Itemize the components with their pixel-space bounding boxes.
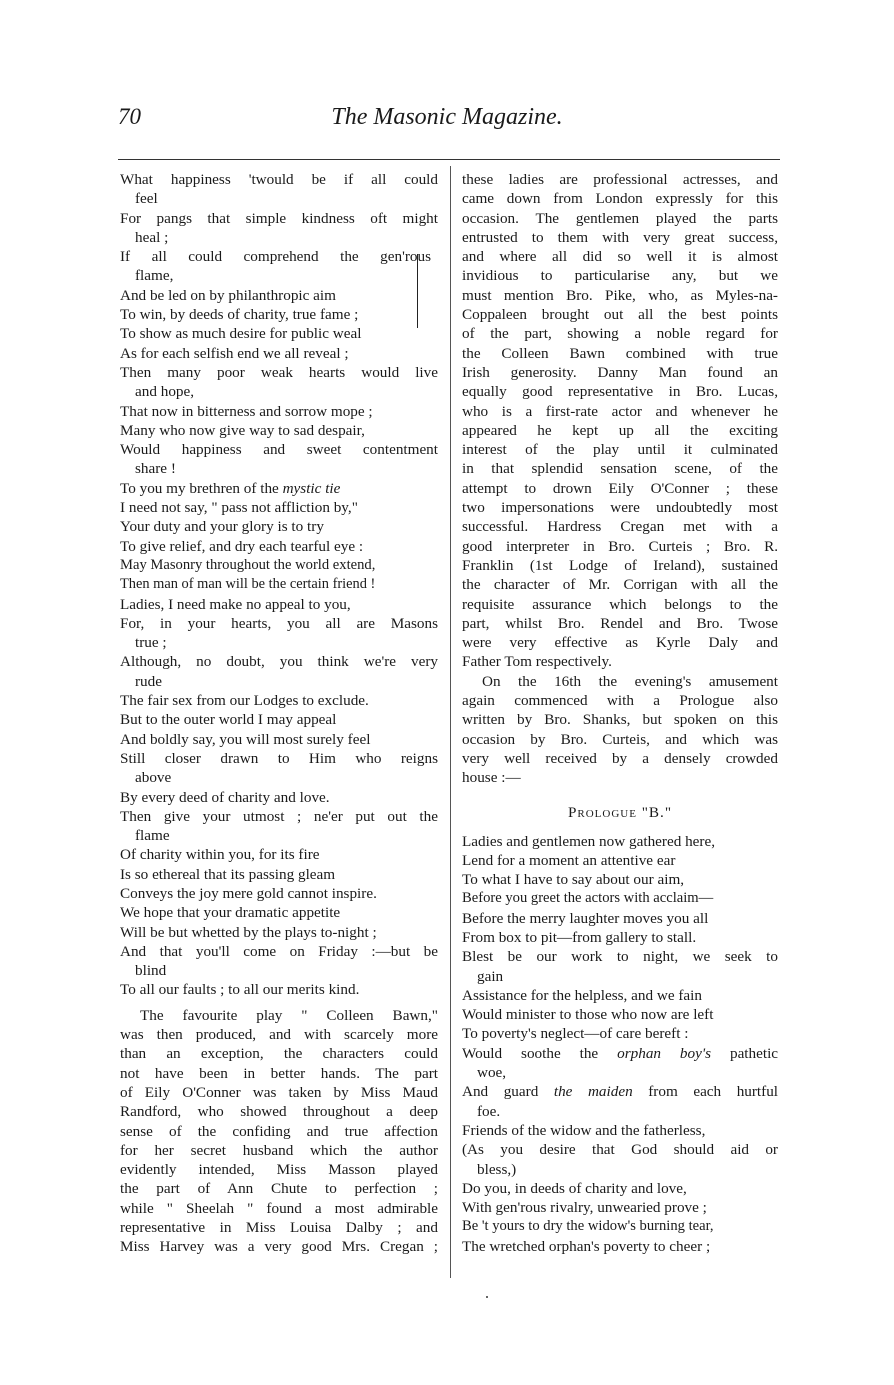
running-title: The Masonic Magazine. [331, 104, 563, 130]
verse-line: And that you'll come on Friday :—but be [120, 942, 438, 960]
prose-line: the part of Ann Chute to perfection ; [120, 1180, 438, 1198]
verse-line [120, 479, 438, 498]
prose-line: invidious to particularise any, but we [462, 267, 778, 285]
page-header [0, 96, 894, 136]
prose-line: entrusted to them with very great success, [462, 228, 778, 246]
prose-line: Randford, who showed throughout a deep [120, 1103, 438, 1121]
verse-line: We hope that your dramatic appetite [120, 904, 341, 922]
prose-line: were very effective as Kyrle Daly and [462, 634, 778, 652]
verse-line: The fair sex from our Lodges to exclude. [120, 692, 369, 710]
verse-line: Would happiness and sweet contentment [120, 441, 438, 459]
prose-line: Coppaleen brought out all the best points [462, 306, 778, 324]
prose-line: two impersonations were undoubtedly most [462, 499, 778, 517]
verse-line: What happiness 'twould be if all could [120, 171, 438, 188]
prose-line: again commenced with a Prologue also [462, 692, 778, 710]
emphasis-text: mystic tie [282, 479, 341, 497]
verse-line: Although, no doubt, you think we're very [120, 653, 438, 671]
prose-line: of the part, showing a noble regard for [462, 325, 778, 343]
verse-line: above [135, 769, 172, 787]
verse-line: For, in your hearts, you all are Masons [120, 614, 438, 632]
verse-line: Ladies and gentlemen now gathered here, [462, 832, 716, 850]
verse-line: Ladies, I need make no appeal to you, [120, 595, 351, 613]
verse-line: rude [135, 672, 162, 690]
verse-line: Of charity within you, for its fire [120, 846, 320, 864]
prose-line: house :— [462, 769, 521, 787]
verse-line: gain [477, 967, 504, 985]
verse-line: Would minister to those who now are left [462, 1006, 714, 1024]
verse-line: feel [135, 190, 158, 208]
prose-line: evidently intended, Miss Masson played [120, 1161, 438, 1179]
verse-line: Will be but whetted by the plays to-night ; [120, 923, 377, 941]
prose-line: written by Bro. Shanks, but spoken on this [462, 711, 778, 729]
print-speck [486, 1296, 488, 1298]
prose-line: attempt to drown Eily O'Conner ; these [462, 479, 778, 497]
prose-line: for her secret husband which the author [120, 1141, 438, 1159]
verse-line: Before you greet the actors with acclaim— [462, 890, 714, 907]
verse-line: woe, [477, 1064, 507, 1082]
verse-line: bless,) [477, 1160, 517, 1178]
verse-line: flame, [135, 267, 174, 285]
prose-line: was then produced, and with scarcely more [120, 1026, 438, 1044]
prose-line: Irish generosity. Danny Man found an [462, 363, 778, 381]
verse-line: And boldly say, you will most surely feel [120, 730, 371, 748]
verse-line: Then man of man will be the certain friend ! [120, 576, 376, 593]
header-rule [118, 159, 780, 160]
verse-text: To you my brethren of the [120, 479, 279, 497]
verse-line: Conveys the joy mere gold cannot inspire. [120, 884, 377, 902]
left-column [120, 170, 438, 1257]
prose-line: occasion by Bro. Curteis, and which was [462, 730, 778, 748]
verse-text: And guard [462, 1083, 539, 1101]
verse-line: By every deed of charity and love. [120, 788, 330, 806]
verse-line: From box to pit—from gallery to stall. [462, 928, 697, 946]
prose-line: The favourite play " Colleen Bawn," [140, 1006, 438, 1024]
emphasis-text: the maiden [553, 1083, 633, 1101]
prose-line: representative in Miss Louisa Dalby ; and [120, 1219, 438, 1237]
prose-line: than an exception, the characters could [120, 1045, 438, 1063]
prose-line: On the 16th the evening's amusement [482, 672, 778, 690]
verse-line: The wretched orphan's poverty to cheer ; [462, 1237, 711, 1255]
verse-line: Then many poor weak hearts would live [120, 363, 438, 381]
verse-line: Before the merry laughter moves you all [462, 909, 709, 927]
verse-line: Is so ethereal that its passing gleam [120, 865, 336, 883]
verse-text: Would soothe the [462, 1044, 599, 1062]
verse-line: Many who now give way to sad despair, [120, 421, 365, 439]
verse-line: share ! [135, 460, 176, 478]
prose-line: not have been in better hands. The part [120, 1064, 438, 1082]
verse-line: May Masonry throughout the world extend, [120, 556, 376, 573]
prose-line: came down from London expressly for this [462, 190, 778, 208]
verse-line: I need not say, " pass not affliction by," [120, 499, 358, 517]
verse-line: Friends of the widow and the fatherless, [462, 1121, 706, 1139]
verse-line: To all our faults ; to all our merits kind. [120, 981, 360, 999]
prose-line: requisite assurance which belongs to the [462, 595, 778, 613]
column-divider [450, 166, 451, 1278]
verse-line: For pangs that simple kindness oft might [120, 209, 438, 227]
section-heading: Prologue "B." [567, 803, 673, 821]
page-number: 70 [118, 104, 141, 129]
stanza-brace [413, 254, 427, 328]
prose-line: in that splendid sensation scene, of the [462, 460, 778, 478]
verse-line: To show as much desire for public weal [120, 325, 362, 343]
verse-line: To what I have to say about our aim, [462, 871, 685, 889]
verse-line [462, 1082, 778, 1101]
verse-line: If all could comprehend the gen'rous [120, 248, 431, 266]
prose-line: part, whilst Bro. Rendel and Bro. Twose [462, 614, 778, 632]
verse-line: true ; [135, 634, 167, 652]
right-column [462, 170, 778, 1256]
verse-line: But to the outer world I may appeal [120, 711, 337, 729]
prose-line: Father Tom respectively. [462, 653, 612, 671]
verse-line: Lend for a moment an attentive ear [462, 851, 676, 869]
verse-text: from each hurtful [648, 1083, 778, 1101]
prose-line: the character of Mr. Corrigan with all the [462, 576, 778, 594]
verse-line: flame [135, 827, 170, 845]
verse-line: blind [135, 962, 167, 980]
prose-line: very well received by a densely crowded [462, 749, 778, 767]
verse-line: foe. [477, 1102, 501, 1120]
prose-line: while " Sheelah " found a most admirable [120, 1199, 438, 1217]
verse-line: Blest be our work to night, we seek to [462, 948, 778, 966]
verse-line: Be 't yours to dry the widow's burning tear, [462, 1218, 714, 1235]
prose-line: who is a first-rate actor and whenever he [462, 402, 778, 420]
prose-line: interest of the play until it culminated [462, 441, 778, 459]
verse-line: Your duty and your glory is to try [120, 518, 324, 536]
verse-line: Then give your utmost ; ne'er put out the [120, 807, 438, 825]
prose-line: and where all did so well it is almost [462, 248, 778, 266]
verse-line: Assistance for the helpless, and we fain [462, 986, 702, 1004]
verse-line: As for each selfish end we all reveal ; [120, 344, 349, 362]
prose-line: appeared he kept up all the exciting [462, 421, 778, 439]
prose-line: of Eily O'Conner was taken by Miss Maud [120, 1083, 438, 1101]
prose-line: Miss Harvey was a very good Mrs. Cregan ; [120, 1238, 438, 1256]
verse-line: To win, by deeds of charity, true fame ; [120, 306, 359, 324]
prose-line: sense of the confiding and true affection [120, 1122, 438, 1140]
prose-line: Franklin (1st Lodge of Ireland), sustained [462, 556, 778, 574]
verse-line: With gen'rous rivalry, unwearied prove ; [462, 1199, 707, 1217]
emphasis-text: orphan boy's [617, 1044, 712, 1062]
verse-line: Do you, in deeds of charity and love, [462, 1179, 687, 1197]
prose-line: the Colleen Bawn combined with true [462, 344, 778, 362]
prose-line: equally good representative in Bro. Lucas, [462, 383, 778, 401]
verse-line: That now in bitterness and sorrow mope ; [120, 402, 373, 420]
verse-line: And be led on by philanthropic aim [120, 286, 336, 304]
prose-line: good interpreter in Bro. Curteis ; Bro. R. [462, 537, 778, 555]
verse-line: To give relief, and dry each tearful eye : [120, 537, 364, 555]
verse-line: and hope, [135, 383, 195, 401]
prose-line: these ladies are professional actresses, and [462, 171, 778, 188]
verse-line: To poverty's neglect—of care bereft : [462, 1025, 689, 1043]
verse-line [462, 1044, 778, 1063]
prose-line: successful. Hardress Cregan met with a [462, 518, 778, 536]
prose-line: occasion. The gentlemen played the parts [462, 209, 778, 227]
verse-line: Still closer drawn to Him who reigns [120, 749, 438, 767]
verse-line: heal ; [135, 228, 169, 246]
verse-line: (As you desire that God should aid or [462, 1141, 778, 1159]
verse-text: pathetic [729, 1044, 778, 1062]
prose-line: must mention Bro. Pike, who, as Myles-na- [462, 286, 778, 304]
